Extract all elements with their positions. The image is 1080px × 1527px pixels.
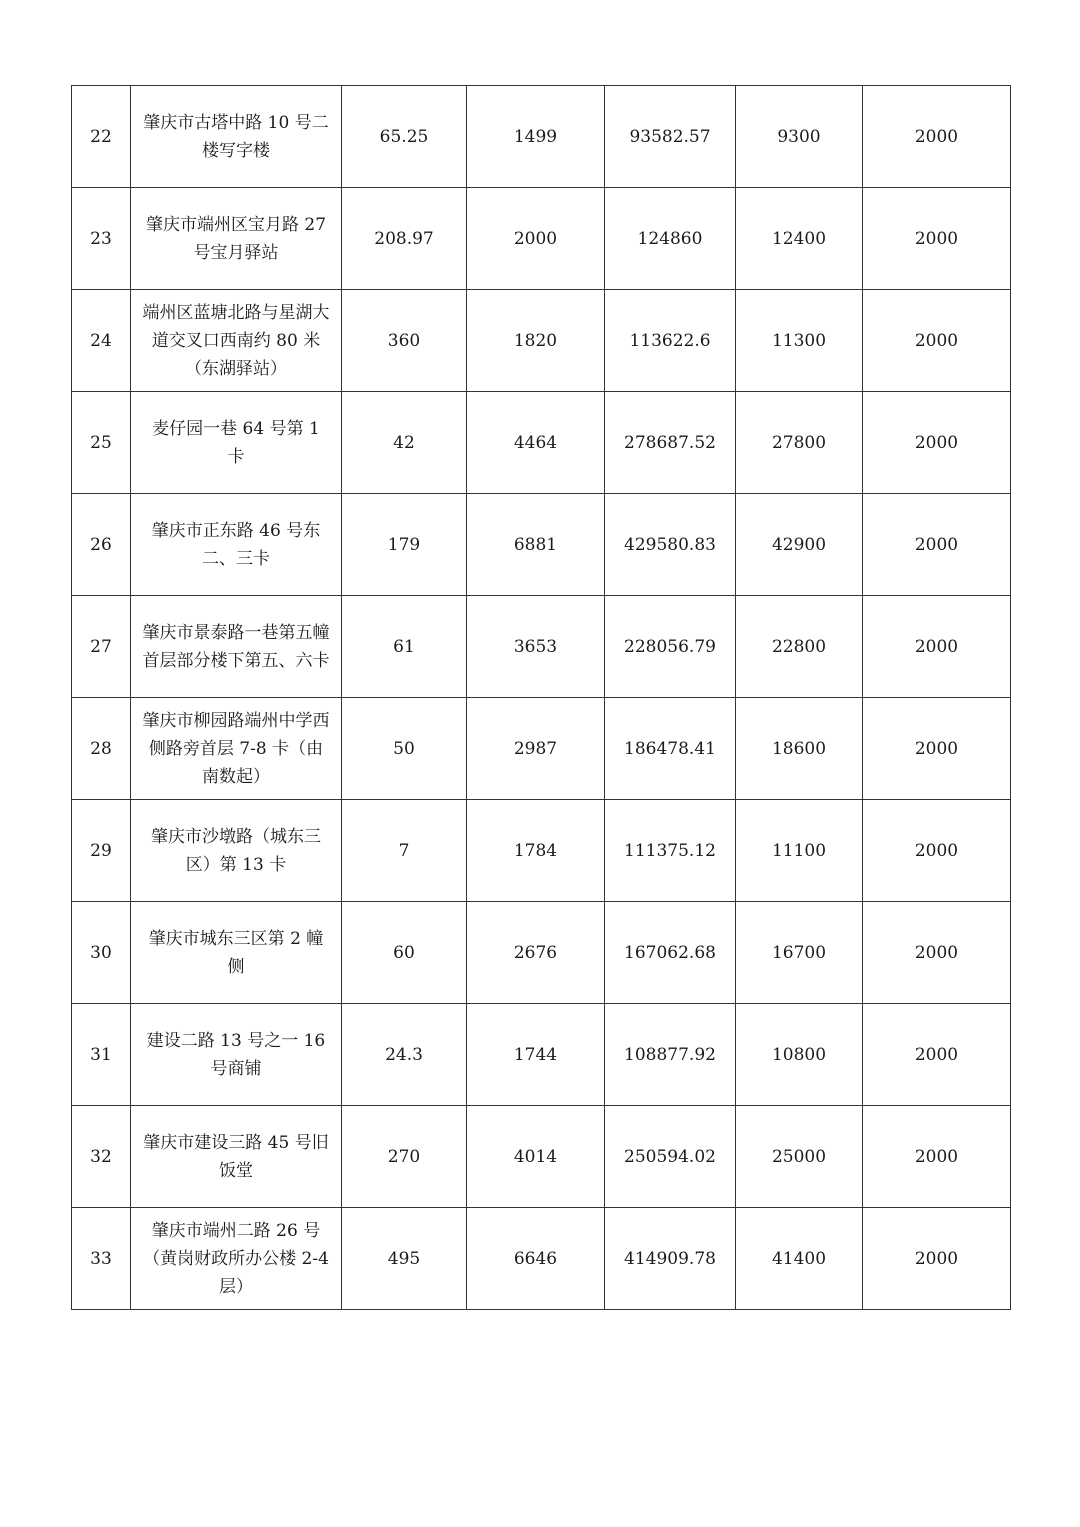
- value-cell-3: 1744: [467, 1004, 605, 1106]
- address-cell: 麦仔园一巷 64 号第 1 卡: [131, 392, 342, 494]
- address-cell: 肇庆市柳园路端州中学西侧路旁首层 7-8 卡（由南数起）: [131, 698, 342, 800]
- value-cell-4: 111375.12: [605, 800, 736, 902]
- row-number: 22: [72, 86, 131, 188]
- row-number: 32: [72, 1106, 131, 1208]
- row-number: 28: [72, 698, 131, 800]
- table-row: [72, 188, 1011, 290]
- value-cell-3: 4014: [467, 1106, 605, 1208]
- value-cell-4: 167062.68: [605, 902, 736, 1004]
- value-cell-6: 2000: [863, 188, 1011, 290]
- value-cell-6: 2000: [863, 1208, 1011, 1310]
- area-cell: 50: [342, 698, 467, 800]
- address-cell: 肇庆市古塔中路 10 号二楼写字楼: [131, 86, 342, 188]
- value-cell-4: 429580.83: [605, 494, 736, 596]
- value-cell-3: 6646: [467, 1208, 605, 1310]
- address-cell: 肇庆市端州区宝月路 27 号宝月驿站: [131, 188, 342, 290]
- value-cell-6: 2000: [863, 494, 1011, 596]
- value-cell-3: 1820: [467, 290, 605, 392]
- row-number: 26: [72, 494, 131, 596]
- row-number: 27: [72, 596, 131, 698]
- value-cell-4: 278687.52: [605, 392, 736, 494]
- table-row: [72, 1004, 1011, 1106]
- table-row: [72, 1208, 1011, 1310]
- table-row: [72, 86, 1011, 188]
- value-cell-6: 2000: [863, 902, 1011, 1004]
- value-cell-6: 2000: [863, 800, 1011, 902]
- area-cell: 270: [342, 1106, 467, 1208]
- address-cell: 肇庆市正东路 46 号东二、三卡: [131, 494, 342, 596]
- value-cell-6: 2000: [863, 1004, 1011, 1106]
- table-row: [72, 596, 1011, 698]
- row-number: 24: [72, 290, 131, 392]
- table-row: [72, 392, 1011, 494]
- row-number: 23: [72, 188, 131, 290]
- value-cell-6: 2000: [863, 290, 1011, 392]
- value-cell-5: 9300: [736, 86, 863, 188]
- value-cell-3: 4464: [467, 392, 605, 494]
- value-cell-6: 2000: [863, 86, 1011, 188]
- value-cell-5: 42900: [736, 494, 863, 596]
- table-row: [72, 902, 1011, 1004]
- area-cell: 24.3: [342, 1004, 467, 1106]
- value-cell-5: 41400: [736, 1208, 863, 1310]
- value-cell-3: 2676: [467, 902, 605, 1004]
- value-cell-4: 414909.78: [605, 1208, 736, 1310]
- area-cell: 360: [342, 290, 467, 392]
- value-cell-5: 25000: [736, 1106, 863, 1208]
- value-cell-6: 2000: [863, 1106, 1011, 1208]
- area-cell: 65.25: [342, 86, 467, 188]
- table-row: [72, 1106, 1011, 1208]
- row-number: 33: [72, 1208, 131, 1310]
- value-cell-5: 18600: [736, 698, 863, 800]
- table-row: [72, 494, 1011, 596]
- value-cell-3: 2987: [467, 698, 605, 800]
- address-cell: 肇庆市城东三区第 2 幢侧: [131, 902, 342, 1004]
- area-cell: 7: [342, 800, 467, 902]
- value-cell-4: 93582.57: [605, 86, 736, 188]
- property-table: [71, 85, 1011, 1310]
- area-cell: 495: [342, 1208, 467, 1310]
- address-cell: 端州区蓝塘北路与星湖大道交叉口西南约 80 米（东湖驿站）: [131, 290, 342, 392]
- value-cell-5: 12400: [736, 188, 863, 290]
- value-cell-4: 228056.79: [605, 596, 736, 698]
- row-number: 25: [72, 392, 131, 494]
- table-row: [72, 800, 1011, 902]
- value-cell-5: 11300: [736, 290, 863, 392]
- address-cell: 肇庆市端州二路 26 号（黄岗财政所办公楼 2-4 层）: [131, 1208, 342, 1310]
- value-cell-4: 113622.6: [605, 290, 736, 392]
- value-cell-4: 124860: [605, 188, 736, 290]
- value-cell-6: 2000: [863, 392, 1011, 494]
- value-cell-4: 108877.92: [605, 1004, 736, 1106]
- value-cell-3: 2000: [467, 188, 605, 290]
- value-cell-3: 1499: [467, 86, 605, 188]
- area-cell: 42: [342, 392, 467, 494]
- value-cell-4: 186478.41: [605, 698, 736, 800]
- row-number: 29: [72, 800, 131, 902]
- value-cell-5: 16700: [736, 902, 863, 1004]
- table-row: [72, 290, 1011, 392]
- row-number: 30: [72, 902, 131, 1004]
- value-cell-5: 11100: [736, 800, 863, 902]
- value-cell-5: 10800: [736, 1004, 863, 1106]
- value-cell-5: 27800: [736, 392, 863, 494]
- value-cell-5: 22800: [736, 596, 863, 698]
- area-cell: 179: [342, 494, 467, 596]
- value-cell-4: 250594.02: [605, 1106, 736, 1208]
- address-cell: 建设二路 13 号之一 16 号商铺: [131, 1004, 342, 1106]
- address-cell: 肇庆市沙墩路（城东三区）第 13 卡: [131, 800, 342, 902]
- table-row: [72, 698, 1011, 800]
- area-cell: 208.97: [342, 188, 467, 290]
- area-cell: 60: [342, 902, 467, 1004]
- value-cell-6: 2000: [863, 596, 1011, 698]
- value-cell-3: 3653: [467, 596, 605, 698]
- value-cell-6: 2000: [863, 698, 1011, 800]
- address-cell: 肇庆市景泰路一巷第五幢首层部分楼下第五、六卡: [131, 596, 342, 698]
- area-cell: 61: [342, 596, 467, 698]
- address-cell: 肇庆市建设三路 45 号旧饭堂: [131, 1106, 342, 1208]
- value-cell-3: 6881: [467, 494, 605, 596]
- value-cell-3: 1784: [467, 800, 605, 902]
- row-number: 31: [72, 1004, 131, 1106]
